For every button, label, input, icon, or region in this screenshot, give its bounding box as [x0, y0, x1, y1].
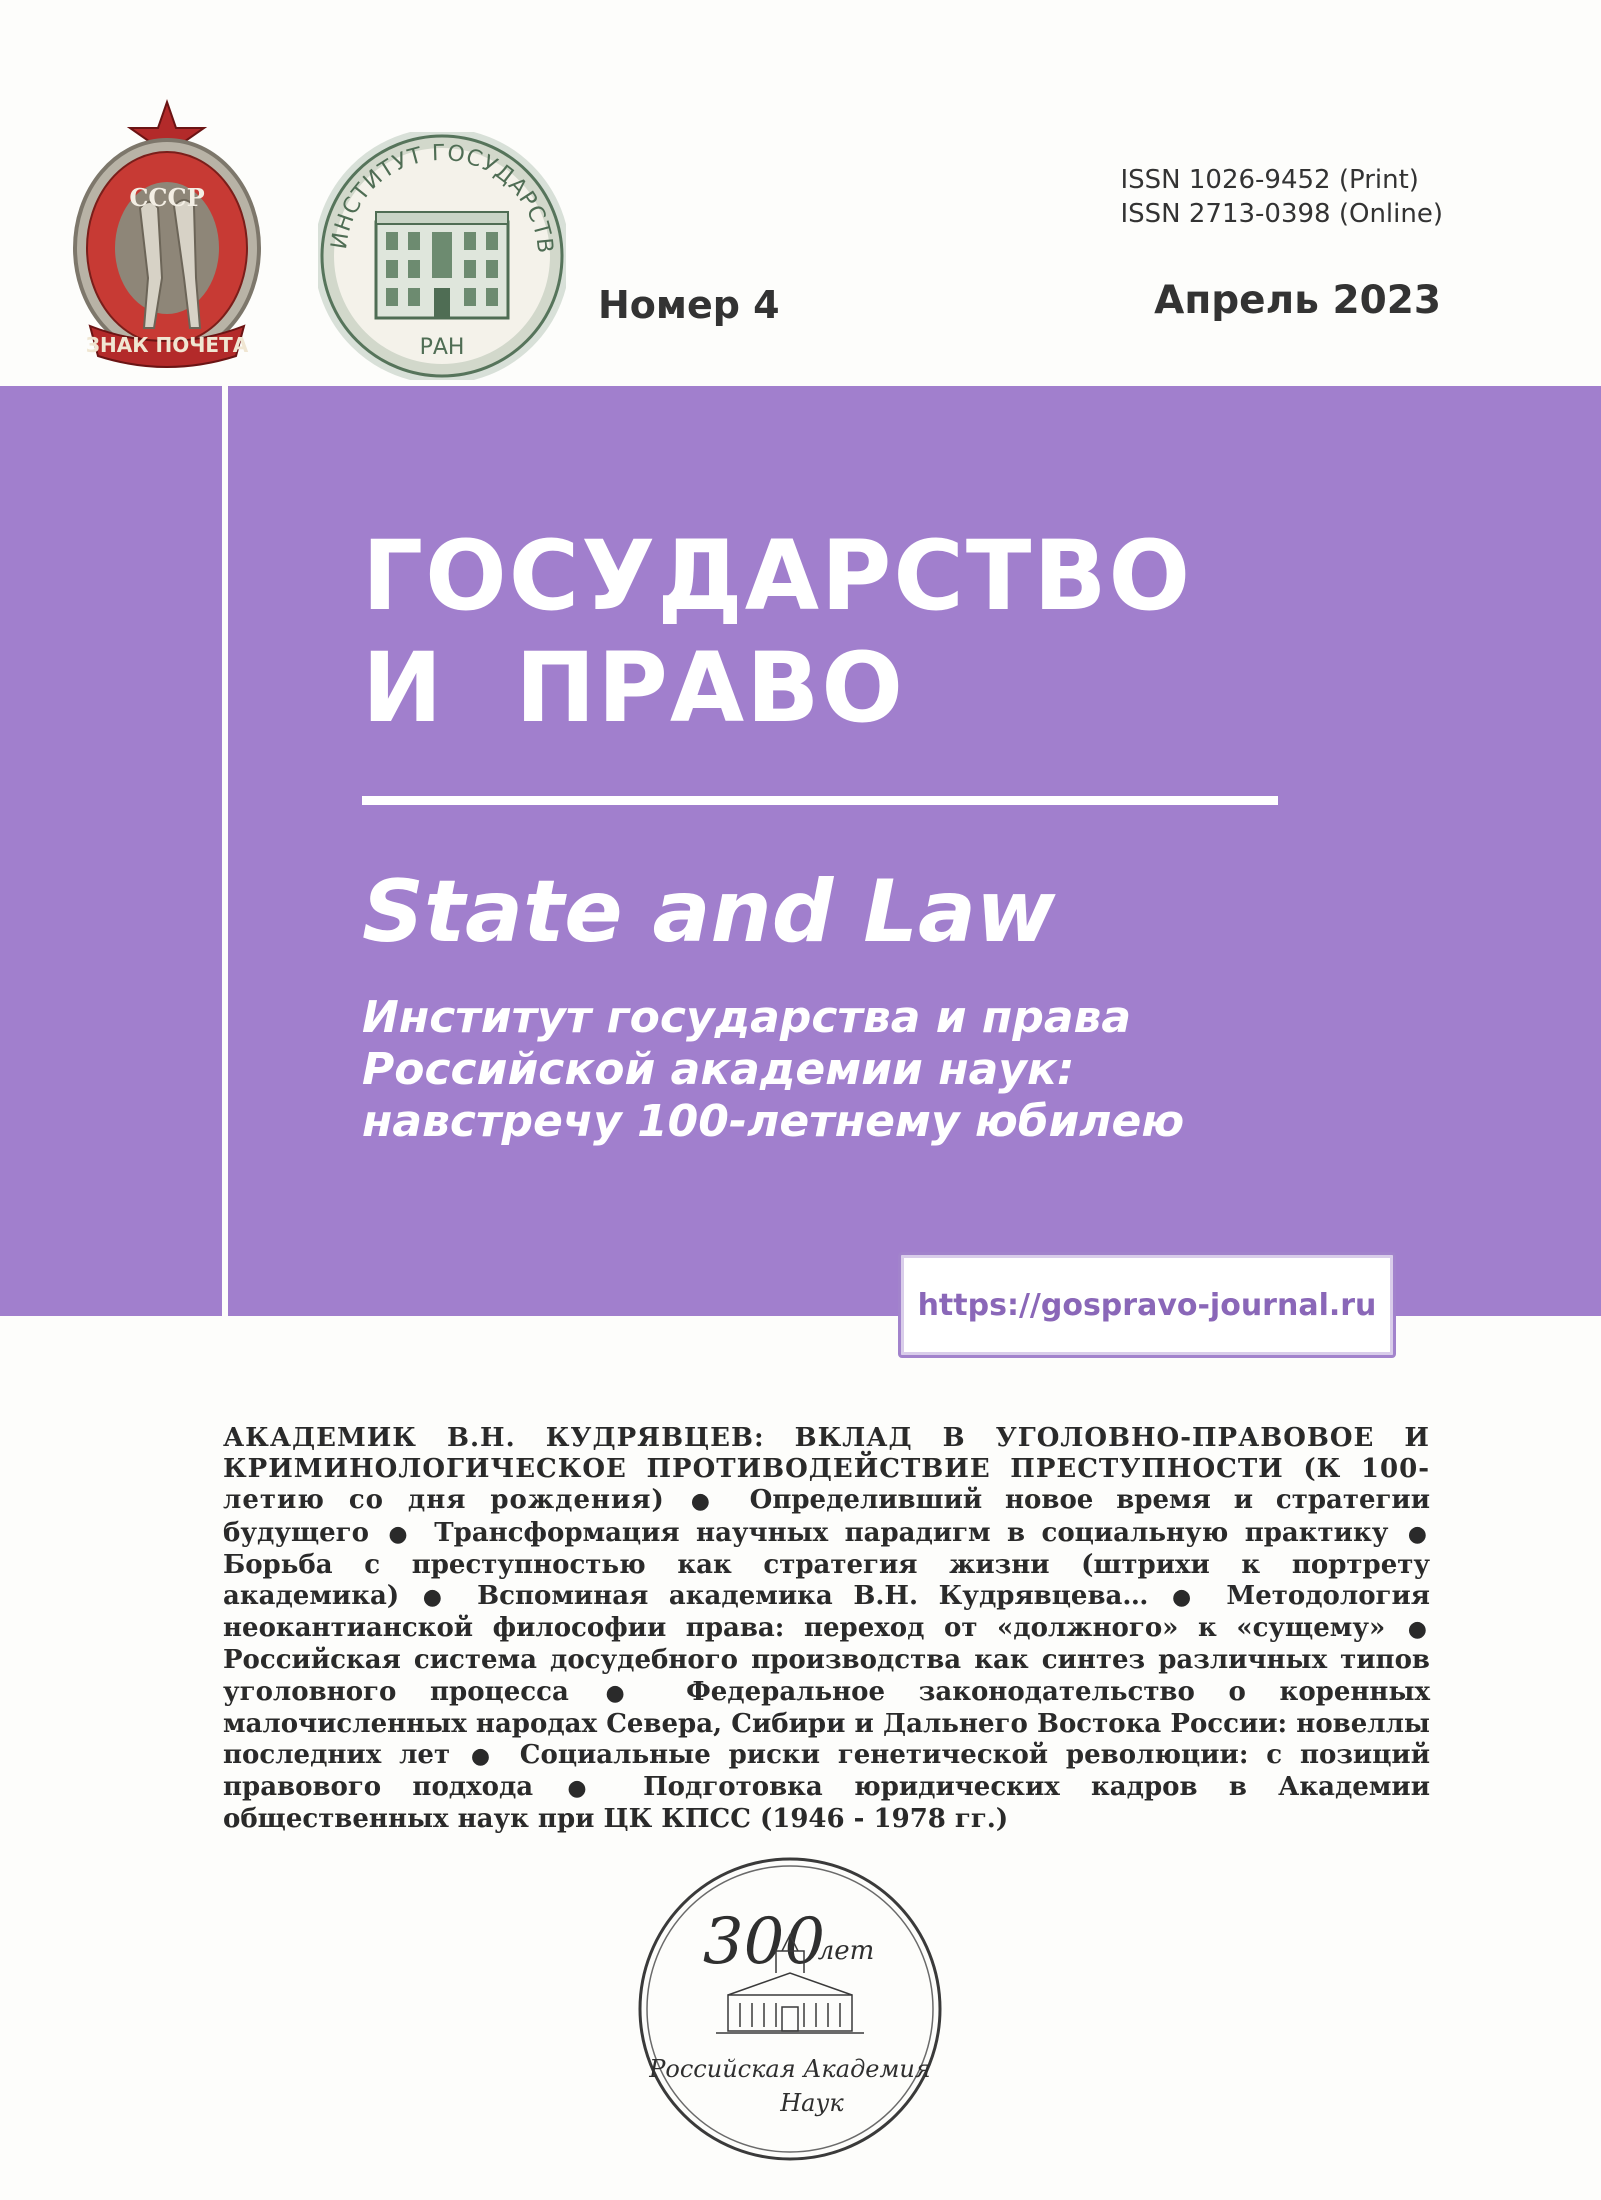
bullet-separator: ● — [1407, 1616, 1427, 1643]
bullet-separator: ● — [605, 1679, 650, 1706]
bullet-separator: ● — [388, 1520, 415, 1547]
journal-title-en: State and Law — [362, 862, 1056, 962]
bullet-separator: ● — [1407, 1520, 1427, 1547]
contents-item: Социальные риски генетической революции: с позиций правового подхода — [223, 1740, 1430, 1803]
subtitle-line3: навстречу 100-летнему юбилею — [362, 1096, 1185, 1147]
seal-bottom-text: РАН — [419, 335, 465, 360]
contents-item: Определивший новое время и стратегии будущего — [223, 1485, 1431, 1548]
title-divider — [362, 796, 1278, 805]
subtitle-line2: Российской академии наук: — [362, 1044, 1075, 1095]
order-badge-of-honor-icon — [62, 98, 272, 370]
academy-300-years-stamp-icon — [636, 1855, 944, 2163]
journal-url-box[interactable] — [898, 1252, 1396, 1358]
contents-item: Трансформация научных парадигм в социальную практику — [434, 1517, 1389, 1548]
bullet-separator: ● — [567, 1775, 609, 1802]
issue-date: Апрель 2023 — [1154, 278, 1441, 323]
contents-item: Методология неокантианской философии права: переход от «должного» к «сущему» — [223, 1581, 1430, 1644]
anniversary-line1: Российская Академия — [649, 2055, 931, 2083]
anniversary-number: 300 — [702, 1905, 826, 1979]
issue-number: Номер 4 — [598, 283, 780, 327]
journal-title-ru-line1: ГОСУДАРСТВО — [362, 520, 1193, 632]
contents-item: Российская система досудебного производства как синтез различных типов уголовного процесса — [223, 1645, 1430, 1707]
contents-item: Борьба с преступностью как стратегия жизни (штрихи к портрету академика) — [223, 1549, 1430, 1612]
journal-url-link[interactable]: https://gospravo-journal.ru — [917, 1288, 1377, 1323]
bullet-separator: ● — [422, 1584, 454, 1611]
table-of-contents — [223, 1423, 1430, 1836]
issn-online: ISSN 2713-0398 (Online) — [1120, 199, 1443, 229]
issn-block — [1120, 163, 1443, 231]
contents-item: Федеральное законодательство о коренных малочисленных народах Севера, Сибири и Дальнего Востока России: новеллы последних лет — [223, 1676, 1431, 1771]
contents-item: Вспоминая академика В.Н. Кудрявцева… — [477, 1581, 1149, 1612]
issn-print: ISSN 1026-9452 (Print) — [1120, 165, 1419, 195]
contents-item: АКАДЕМИК В.Н. КУДРЯВЦЕВ: ВКЛАД В УГОЛОВНО-ПРАВОВОЕ И КРИМИНОЛОГИЧЕСКОЕ ПРОТИВОДЕЙСТВИЕ ПРЕСТУПНОСТИ (К 100-летию со дня рождения) — [223, 1423, 1430, 1516]
bullet-separator: ● — [690, 1488, 724, 1515]
subtitle-line1: Институт государства и права — [362, 992, 1132, 1043]
anniversary-years: лет — [817, 1936, 875, 1966]
bullet-separator: ● — [1172, 1584, 1203, 1611]
badge-center-text: СССР — [129, 183, 205, 212]
journal-title-ru-line2: И ПРАВО — [362, 632, 905, 744]
bullet-separator: ● — [470, 1743, 499, 1770]
badge-bottom-text: ЗНАК ПОЧЕТА — [85, 333, 249, 357]
institute-building-seal-icon — [318, 132, 566, 380]
journal-title-ru — [362, 520, 1192, 744]
band-divider — [222, 386, 228, 1316]
contents-item: Подготовка юридических кадров в Академии общественных наук при ЦК КПСС (1946 - 1978 гг.) — [223, 1772, 1430, 1835]
anniversary-line2: Наук — [780, 2089, 844, 2117]
seal-ring-text: ИНСТИТУТ ГОСУДАРСТВ — [327, 140, 558, 256]
issue-subtitle — [362, 992, 1362, 1148]
